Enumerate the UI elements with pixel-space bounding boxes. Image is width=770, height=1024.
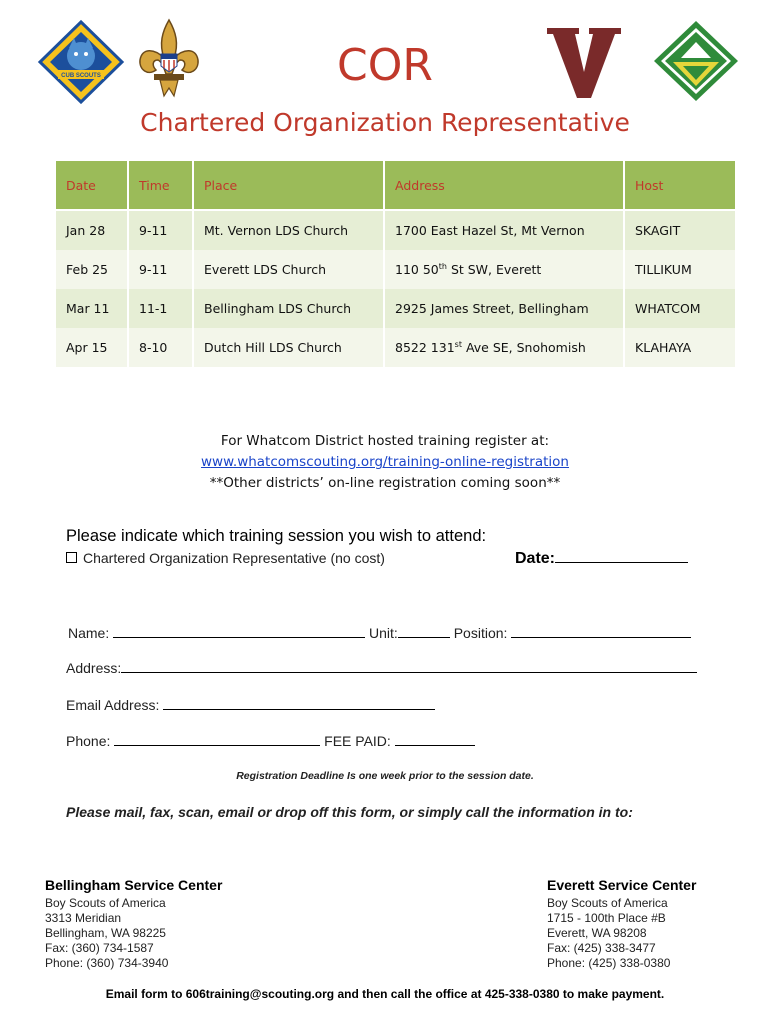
cell-time: 11-1 bbox=[128, 289, 193, 328]
column-header-host: Host bbox=[624, 161, 735, 210]
bellingham-line: 3313 Meridian bbox=[45, 911, 122, 925]
registration-deadline: Registration Deadline Is one week prior to the session date. bbox=[236, 770, 534, 782]
bellingham-fax: Fax: (360) 734-1587 bbox=[45, 941, 154, 955]
email-row bbox=[66, 697, 435, 713]
schedule-table bbox=[56, 161, 735, 367]
column-header-time: Time bbox=[128, 161, 193, 210]
date-label: Date: bbox=[515, 550, 556, 567]
table-row bbox=[56, 250, 735, 289]
bellingham-line: Boy Scouts of America bbox=[45, 896, 166, 910]
everett-line: Everett, WA 98208 bbox=[547, 926, 647, 940]
phone-fee-row bbox=[66, 733, 475, 749]
cell-address: 110 50th St SW, Everett bbox=[384, 250, 624, 289]
bellingham-phone: Phone: (360) 734-3940 bbox=[45, 956, 169, 970]
column-header-address: Address bbox=[384, 161, 624, 210]
table-row bbox=[56, 328, 735, 367]
session-prompt: Please indicate which training session you wish to attend: bbox=[66, 527, 487, 545]
checkbox-icon[interactable] bbox=[66, 552, 77, 563]
name-label: Name: bbox=[68, 625, 110, 641]
everett-service-center bbox=[547, 877, 696, 971]
position-label: Position: bbox=[453, 625, 508, 641]
cell-host: TILLIKUM bbox=[624, 250, 735, 289]
cell-host: KLAHAYA bbox=[624, 328, 735, 367]
cell-place: Everett LDS Church bbox=[193, 250, 384, 289]
everett-line: 1715 - 100th Place #B bbox=[547, 911, 666, 925]
registration-link-line bbox=[0, 454, 770, 470]
cell-address: 2925 James Street, Bellingham bbox=[384, 289, 624, 328]
address-label: Address: bbox=[66, 660, 122, 676]
cell-place: Mt. Vernon LDS Church bbox=[193, 210, 384, 250]
cell-address: 8522 131st Ave SE, Snohomish bbox=[384, 328, 624, 367]
payment-footer: Email form to 606training@scouting.org and then call the office at 425-338-0380 to make payment. bbox=[105, 987, 665, 1001]
cell-place: Dutch Hill LDS Church bbox=[193, 328, 384, 367]
cell-date: Apr 15 bbox=[56, 328, 128, 367]
address-row bbox=[66, 660, 697, 676]
page-title: COR bbox=[337, 40, 433, 91]
cell-date: Mar 11 bbox=[56, 289, 128, 328]
cell-host: SKAGIT bbox=[624, 210, 735, 250]
fee-blank[interactable] bbox=[395, 745, 475, 746]
page-subtitle: Chartered Organization Representative bbox=[140, 108, 630, 137]
table-row bbox=[56, 289, 735, 328]
cell-place: Bellingham LDS Church bbox=[193, 289, 384, 328]
email-blank[interactable] bbox=[163, 709, 435, 710]
everett-phone: Phone: (425) 338-0380 bbox=[547, 956, 671, 970]
mail-instructions: Please mail, fax, scan, email or drop off this form, or simply call the information in to: bbox=[66, 804, 633, 820]
unit-label: Unit: bbox=[369, 625, 398, 641]
info-other-districts: **Other districts’ on-line registration coming soon** bbox=[209, 475, 561, 491]
cell-host: WHATCOM bbox=[624, 289, 735, 328]
cell-time: 9-11 bbox=[128, 250, 193, 289]
name-blank[interactable] bbox=[113, 637, 365, 638]
cell-date: Jan 28 bbox=[56, 210, 128, 250]
email-label: Email Address: bbox=[66, 697, 160, 713]
cell-date: Feb 25 bbox=[56, 250, 128, 289]
table-header-row bbox=[56, 161, 735, 210]
cor-option[interactable] bbox=[66, 550, 385, 566]
date-blank[interactable] bbox=[555, 548, 688, 563]
position-blank[interactable] bbox=[511, 637, 691, 638]
cell-address: 1700 East Hazel St, Mt Vernon bbox=[384, 210, 624, 250]
cor-option-label: Chartered Organization Representative (no cost) bbox=[83, 550, 385, 566]
name-unit-position-row bbox=[68, 625, 691, 641]
address-blank[interactable] bbox=[121, 672, 697, 673]
registration-link[interactable]: www.whatcomscouting.org/training-online-registration bbox=[201, 454, 569, 470]
info-register-text: For Whatcom District hosted training register at: bbox=[220, 433, 550, 449]
date-field[interactable] bbox=[515, 548, 688, 568]
unit-blank[interactable] bbox=[398, 637, 450, 638]
cell-time: 8-10 bbox=[128, 328, 193, 367]
fee-label: FEE PAID: bbox=[324, 733, 391, 749]
everett-fax: Fax: (425) 338-3477 bbox=[547, 941, 656, 955]
everett-center-name: Everett Service Center bbox=[547, 877, 697, 893]
bellingham-line: Bellingham, WA 98225 bbox=[45, 926, 166, 940]
column-header-date: Date bbox=[56, 161, 128, 210]
phone-blank[interactable] bbox=[114, 745, 320, 746]
table-row bbox=[56, 210, 735, 250]
bellingham-center-name: Bellingham Service Center bbox=[45, 877, 223, 893]
everett-line: Boy Scouts of America bbox=[547, 896, 668, 910]
cell-time: 9-11 bbox=[128, 210, 193, 250]
column-header-place: Place bbox=[193, 161, 384, 210]
bellingham-service-center bbox=[45, 877, 222, 971]
svg-text:CUB SCOUTS: CUB SCOUTS bbox=[61, 73, 101, 79]
phone-label: Phone: bbox=[66, 733, 111, 749]
